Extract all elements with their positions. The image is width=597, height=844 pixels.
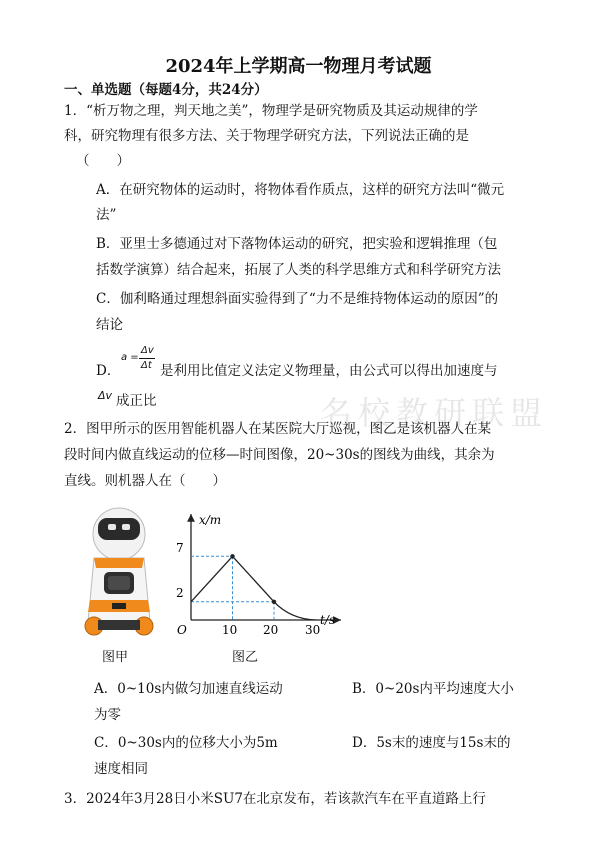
q2-option-d: D．5s末的速度与15s末的	[352, 735, 511, 751]
y-tick-7: 7	[176, 541, 184, 555]
section-heading: 一、单选题（每题4分，共24分）	[64, 82, 268, 98]
x-tick-30: 30	[305, 623, 321, 637]
origin-label: O	[177, 623, 187, 637]
q1-option-d-cont: 成正比	[116, 393, 157, 409]
q2-option-b: B．0~20s内平均速度大小	[352, 681, 514, 697]
medical-robot-image	[80, 504, 158, 638]
figure-a-caption: 图甲	[102, 650, 129, 665]
q1-option-d-label: D．	[96, 363, 121, 379]
formula-numerator: Δv	[141, 345, 154, 356]
q1-option-b-cont: 括数学演算）结合起来，拓展了人类的科学思维方式和科学研究方法	[96, 262, 501, 278]
formula-denominator: Δt	[141, 360, 152, 371]
formula-delta-v: Δv	[98, 389, 113, 402]
page-title: 2024年上学期高一物理月考试题	[165, 56, 432, 77]
q3-line-1: 3．2024年3月28日小米SU7在北京发布，若该款汽车在平直道路上行	[64, 791, 486, 807]
segment-0-10	[191, 556, 233, 602]
q1-option-b: B．亚里士多德通过对下落物体运动的研究，把实验和逻辑推理（包	[96, 236, 498, 252]
watermark: 名校教研联盟	[320, 394, 549, 432]
point-peak	[230, 554, 234, 558]
q1-line-3: （ ）	[76, 153, 130, 169]
q2-line-2: 段时间内做直线运动的位移—时间图像，20~30s的图线为曲线，其余为	[64, 447, 495, 463]
q1-option-c-cont: 结论	[96, 317, 123, 333]
q1-option-c: C．伽利略通过理想斜面实验得到了“力不是维持物体运动的原因”的	[96, 291, 499, 307]
segment-10-20	[233, 556, 275, 602]
segment-20-30-curve	[274, 602, 316, 620]
x-axis-label: t/s	[320, 613, 336, 627]
formula-a-equals: a =	[121, 352, 139, 363]
q2-option-a: A．0~10s内做匀加速直线运动	[94, 681, 283, 697]
y-axis-label: x/m	[199, 513, 222, 527]
point-t20	[272, 600, 276, 604]
q2-option-d-cont: 速度相同	[94, 761, 148, 777]
formula-fraction-bar	[139, 358, 155, 359]
y-tick-2: 2	[176, 586, 184, 600]
q1-option-a: A．在研究物体的运动时，将物体看作质点，这样的研究方法叫“微元	[96, 182, 505, 198]
q1-line-2: 科，研究物理有很多方法、关于物理学研究方法，下列说法正确的是	[64, 128, 469, 144]
figure-b-caption: 图乙	[232, 650, 259, 665]
q2-line-3: 直线。则机器人在（ ）	[64, 473, 226, 489]
q1-option-a-cont: 法”	[96, 207, 117, 223]
q1-option-d: 是利用比值定义法定义物理量，由公式可以得出加速度与	[160, 363, 498, 379]
q2-line-1: 2．图甲所示的医用智能机器人在某医院大厅巡视，图乙是该机器人在某	[64, 421, 492, 437]
displacement-time-graph	[165, 508, 345, 638]
x-tick-20: 20	[263, 623, 279, 637]
q2-option-c: C．0~30s内的位移大小为5m	[94, 735, 278, 751]
x-tick-10: 10	[222, 623, 238, 637]
q1-line-1: 1．“析万物之理，判天地之美”，物理学是研究物质及其运动规律的学	[64, 103, 478, 119]
q2-option-b-cont: 为零	[94, 707, 121, 723]
